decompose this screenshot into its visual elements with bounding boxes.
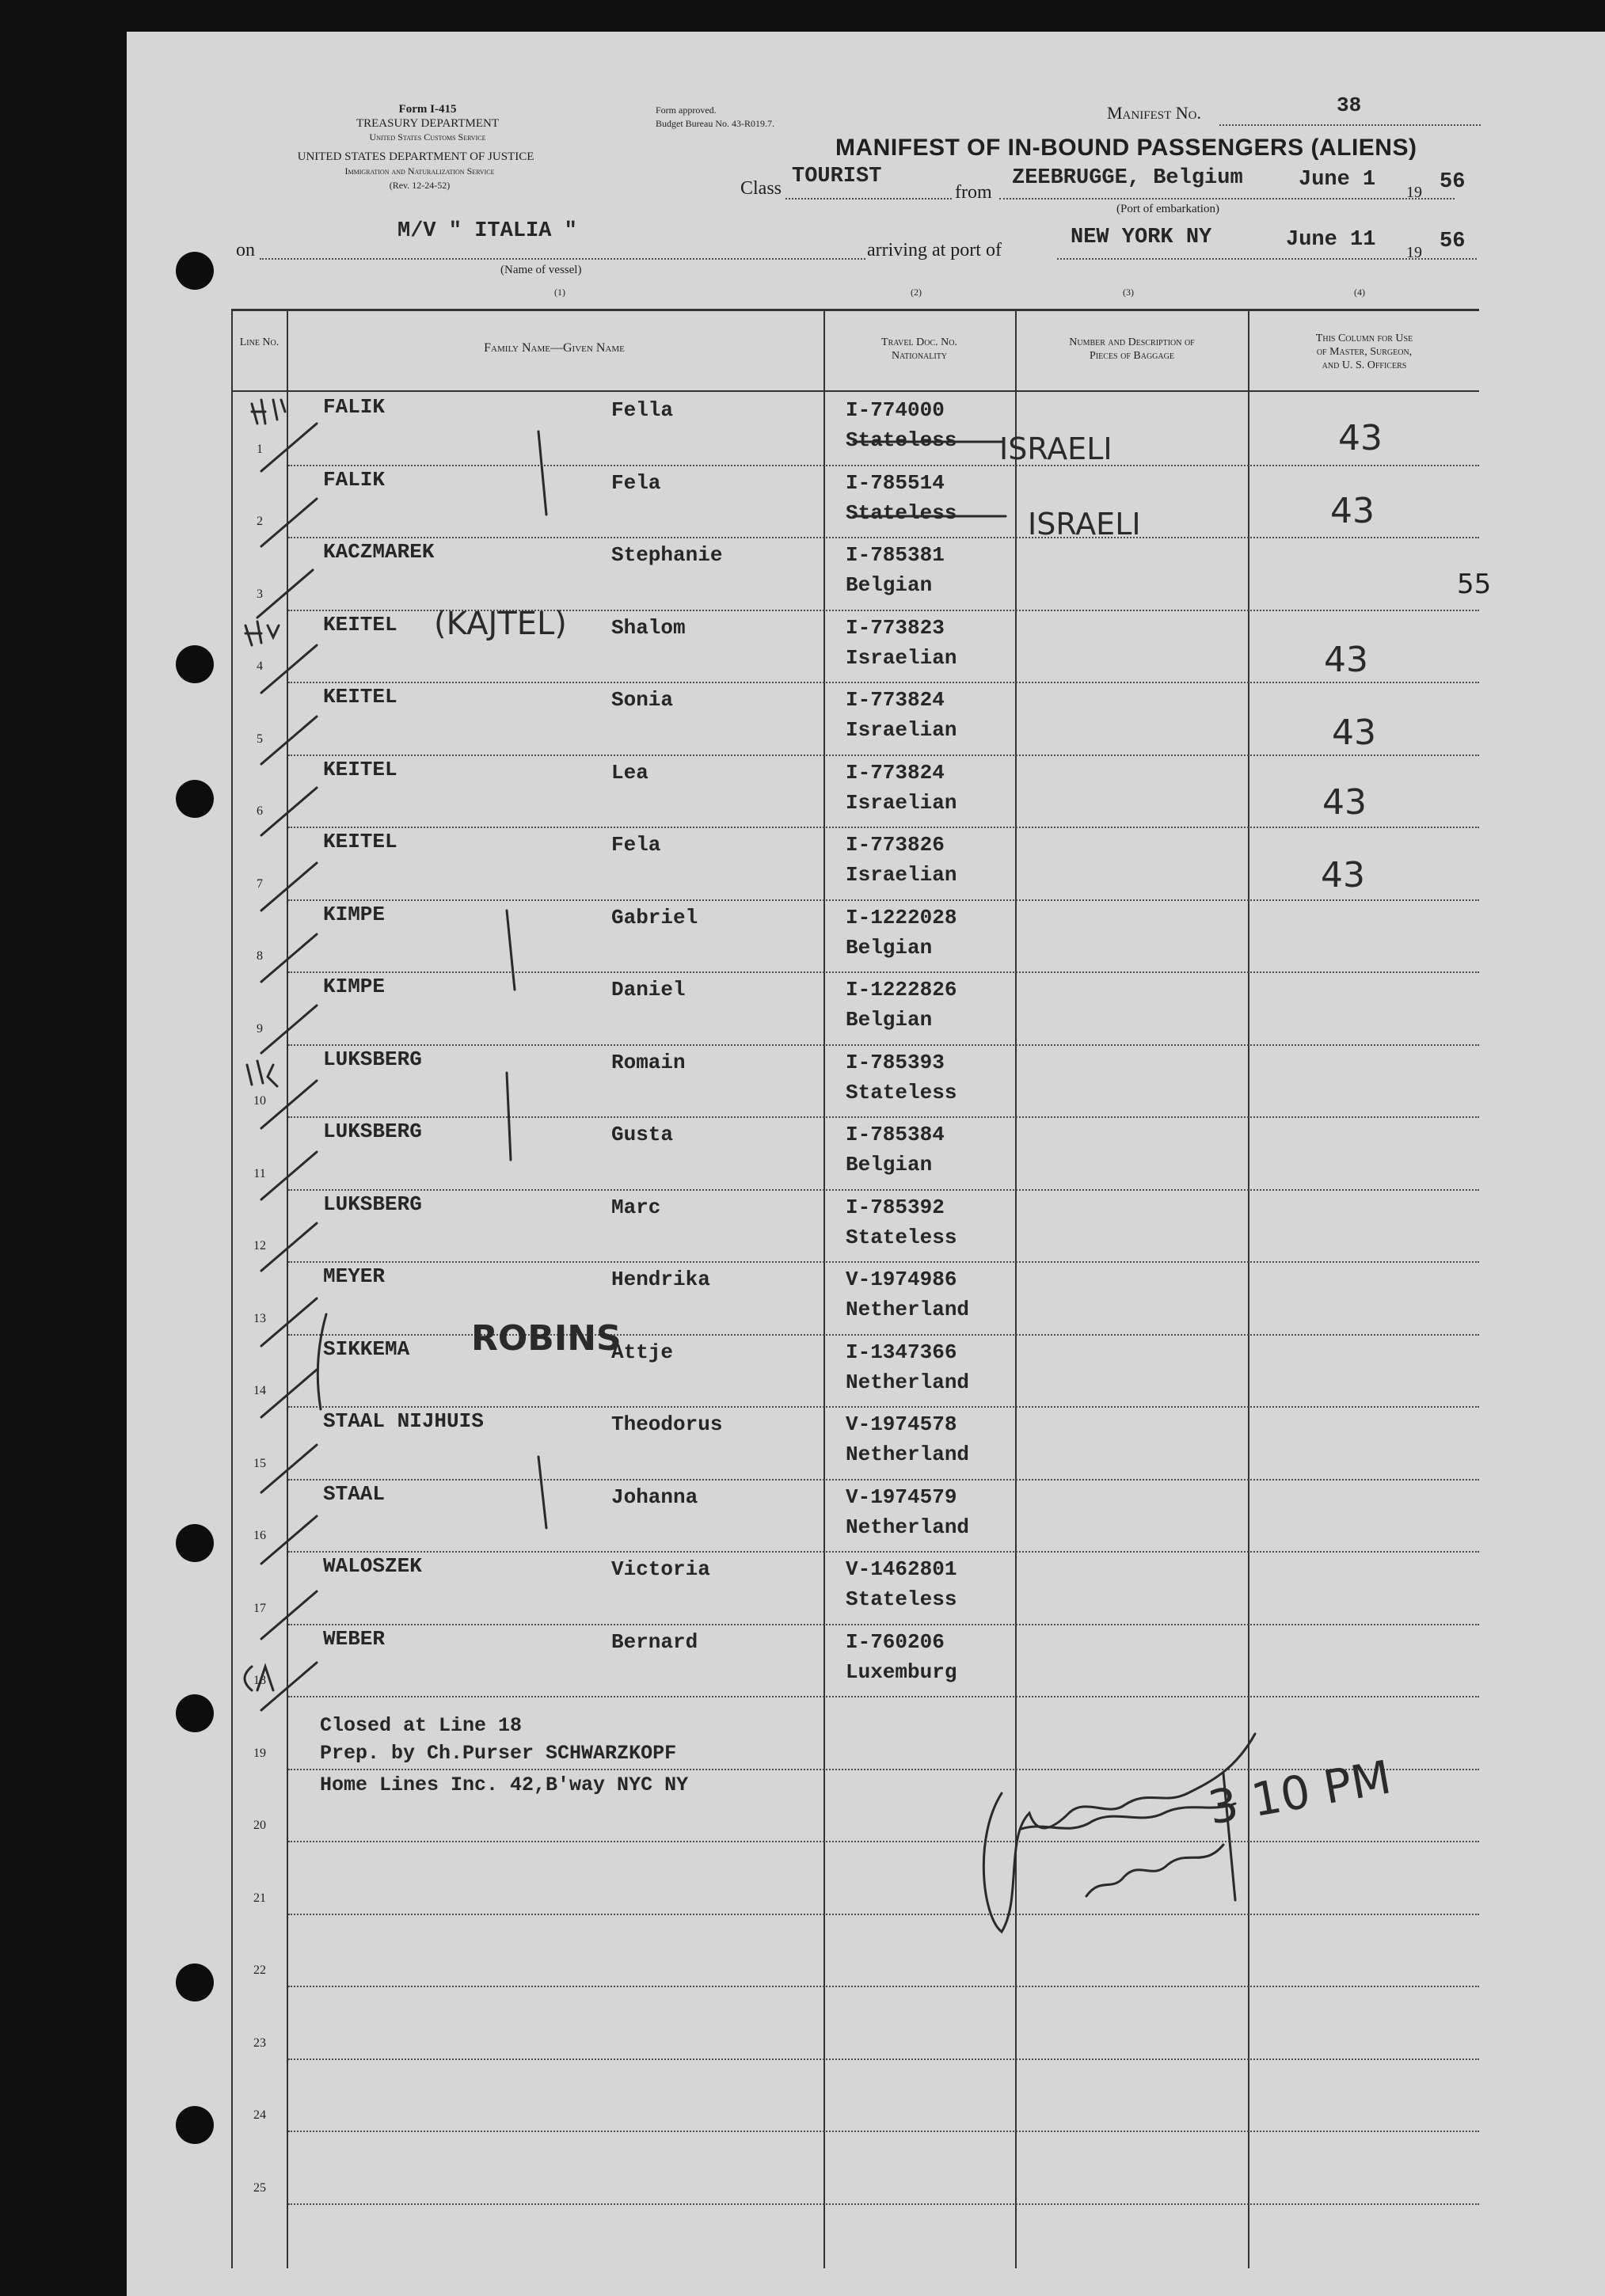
- given-name: Gusta: [611, 1123, 674, 1146]
- from-date: June 1: [1299, 168, 1376, 192]
- col-header-baggage-2: Pieces of Baggage: [1090, 349, 1174, 362]
- nationality: Stateless: [846, 500, 957, 525]
- travel-doc-number: I-1347366: [846, 1340, 957, 1364]
- inspector-signature: [1223, 1773, 1235, 1900]
- travel-doc-number: I-773824: [846, 760, 945, 785]
- travel-doc-number: I-773823: [846, 615, 945, 640]
- travel-doc-number: I-785381: [846, 543, 945, 567]
- given-name: Gabriel: [611, 905, 698, 929]
- col-num-4: (4): [1354, 287, 1365, 298]
- given-name: Johanna: [611, 1484, 698, 1509]
- handwritten-robins: ROBINS: [471, 1318, 622, 1359]
- family-name: FALIK: [323, 395, 386, 419]
- check-mark: [261, 499, 317, 546]
- travel-doc-number: I-785514: [846, 470, 945, 495]
- line-number: 10: [253, 1094, 266, 1108]
- given-name: Hendrika: [611, 1268, 710, 1291]
- line-number: 2: [257, 515, 263, 528]
- closed-note: Closed at Line 18: [320, 1714, 523, 1737]
- family-name: KEITEL: [323, 612, 397, 637]
- bracket-stroke: [538, 1457, 546, 1528]
- family-name: KIMPE: [323, 975, 386, 998]
- travel-doc-number: I-785384: [846, 1123, 945, 1146]
- check-mark: [261, 1591, 317, 1639]
- family-name: KIMPE: [323, 902, 386, 926]
- check-mark: [261, 1370, 317, 1417]
- officer-mark-43: 43: [1330, 491, 1375, 531]
- port-embark-caption: (Port of embarkation): [1116, 203, 1219, 215]
- class-label: Class: [740, 178, 782, 199]
- given-name: Fela: [611, 470, 661, 495]
- manifest-number: 38: [1337, 93, 1362, 117]
- line-number: 8: [257, 949, 263, 963]
- check-mark: [261, 934, 317, 982]
- line-number: 16: [253, 1529, 266, 1542]
- line-number: 5: [257, 732, 263, 746]
- line-number: 4: [257, 660, 263, 673]
- year-prefix: 19: [1406, 244, 1422, 261]
- arrival-port: NEW YORK NY: [1071, 226, 1212, 249]
- line-number: 24: [253, 2108, 266, 2122]
- margin-initials: [247, 1061, 277, 1086]
- vessel-caption: (Name of vessel): [500, 264, 582, 276]
- travel-doc-number: V-1974986: [846, 1268, 957, 1291]
- family-name: KEITEL: [323, 830, 397, 853]
- revision-label: (Rev. 12-24-52): [389, 180, 451, 191]
- margin-initials: [245, 622, 279, 645]
- line-number: 23: [253, 2036, 266, 2050]
- check-mark: [261, 1005, 317, 1053]
- travel-doc-number: I-1222028: [846, 905, 957, 929]
- family-name: KEITEL: [323, 757, 397, 781]
- family-name: MEYER: [323, 1264, 386, 1288]
- line-number: 14: [253, 1384, 266, 1397]
- doj-label: UNITED STATES DEPARTMENT OF JUSTICE: [297, 150, 534, 163]
- travel-doc-number: V-1462801: [846, 1557, 957, 1581]
- officer-mark-43: 43: [1324, 640, 1368, 680]
- check-mark: [261, 1298, 317, 1346]
- line-number: 13: [253, 1311, 266, 1325]
- line-number: 12: [253, 1239, 266, 1253]
- nationality: Belgian: [846, 1008, 933, 1032]
- travel-doc-number: I-773824: [846, 688, 945, 712]
- family-name: LUKSBERG: [323, 1047, 422, 1071]
- from-port: ZEEBRUGGE, Belgium: [1012, 166, 1243, 190]
- nationality: Belgian: [846, 935, 933, 960]
- line-number: 18: [253, 1674, 266, 1687]
- col-header-baggage-1: Number and Description of: [1069, 336, 1195, 348]
- travel-doc-number: I-773826: [846, 833, 945, 857]
- from-year: 56: [1440, 170, 1466, 194]
- manifest-label: Manifest No.: [1107, 103, 1201, 123]
- ins-label: Immigration and Naturalization Service: [344, 165, 495, 177]
- family-name: KACZMAREK: [323, 540, 435, 564]
- family-name: KEITEL: [323, 685, 397, 709]
- handwritten-kajtel: (KAJTEL): [434, 606, 567, 642]
- col-num-3: (3): [1123, 287, 1134, 298]
- margin-initials: [252, 400, 285, 424]
- page-title: MANIFEST OF IN-BOUND PASSENGERS (ALIENS): [835, 135, 1417, 161]
- given-name: Stephanie: [611, 543, 723, 567]
- family-name: WALOSZEK: [323, 1554, 422, 1578]
- travel-doc-number: I-785392: [846, 1195, 945, 1219]
- budget-bureau: Budget Bureau No. 43-R019.7.: [656, 118, 774, 129]
- given-name: Attje: [611, 1340, 674, 1364]
- check-mark: [257, 570, 313, 618]
- family-name: WEBER: [323, 1626, 386, 1651]
- nationality: Israelian: [846, 718, 957, 742]
- line-number: 21: [253, 1891, 266, 1905]
- family-name: SIKKEMA: [323, 1336, 410, 1361]
- arrival-year: 56: [1440, 230, 1466, 253]
- col-header-line-no: Line No.: [239, 336, 280, 348]
- check-mark: [261, 1152, 317, 1199]
- given-name: Sonia: [611, 688, 674, 712]
- margin-page-number: 55: [1457, 568, 1492, 600]
- line-number: 7: [257, 876, 263, 891]
- line-number: 19: [253, 1746, 266, 1760]
- check-mark: [261, 424, 317, 471]
- col-header-travel-doc-1: Travel Doc. No.: [881, 336, 957, 348]
- officer-mark-43: 43: [1338, 418, 1383, 458]
- nationality: Netherland: [846, 1443, 970, 1466]
- travel-doc-number: I-1222826: [846, 978, 957, 1002]
- given-name: Fela: [611, 833, 661, 857]
- line-number: 25: [253, 2180, 266, 2195]
- col-num-1: (1): [554, 287, 565, 298]
- officer-mark-43: 43: [1322, 782, 1367, 823]
- margin-initials: [245, 1667, 273, 1690]
- form-number: Form I-415: [398, 103, 457, 116]
- family-name: LUKSBERG: [323, 1119, 422, 1143]
- given-name: Theodorus: [611, 1412, 723, 1436]
- line-number: 6: [257, 804, 263, 818]
- handwritten-israeli-1: ISRAELI: [999, 431, 1112, 466]
- travel-doc-number: I-774000: [846, 398, 945, 422]
- nationality: Belgian: [846, 1153, 933, 1177]
- family-name: FALIK: [323, 467, 386, 492]
- line-number: 22: [253, 1963, 266, 1977]
- line-number: 15: [253, 1456, 266, 1470]
- col-header-officers-2: of Master, Surgeon,: [1316, 345, 1413, 358]
- nationality: Israelian: [846, 863, 957, 887]
- given-name: Victoria: [611, 1557, 710, 1581]
- line-number: 1: [257, 442, 263, 456]
- check-mark: [261, 863, 317, 910]
- handwritten-israeli-2: ISRAELI: [1028, 507, 1141, 542]
- inspector-time-note: 3 10 PM: [1204, 1750, 1395, 1835]
- inspector-signature: [983, 1734, 1255, 1932]
- nationality: Israelian: [846, 790, 957, 815]
- check-mark: [261, 788, 317, 835]
- family-name: STAAL NIJHUIS: [323, 1409, 484, 1433]
- arrival-date: June 11: [1286, 228, 1376, 252]
- nationality: Netherland: [846, 1298, 970, 1321]
- travel-doc-number: I-785393: [846, 1050, 945, 1074]
- given-name: Lea: [611, 760, 648, 785]
- bracket-stroke: [538, 431, 546, 515]
- travel-doc-number: I-760206: [846, 1629, 945, 1654]
- given-name: Daniel: [611, 978, 686, 1002]
- family-name: LUKSBERG: [323, 1192, 422, 1216]
- paren-stroke: [318, 1314, 326, 1409]
- check-mark: [261, 645, 317, 693]
- year-prefix: 19: [1406, 184, 1422, 201]
- nationality: Stateless: [846, 1587, 957, 1611]
- line-number: 17: [253, 1601, 266, 1615]
- travel-doc-number: V-1974578: [846, 1412, 957, 1436]
- check-mark: [261, 1223, 317, 1271]
- class-value: TOURIST: [792, 165, 882, 188]
- family-name: STAAL: [323, 1481, 386, 1506]
- company-note: Home Lines Inc. 42,B'way NYC NY: [320, 1773, 689, 1796]
- nationality: Netherland: [846, 1515, 970, 1539]
- check-mark: [261, 1516, 317, 1564]
- line-number: 9: [257, 1021, 263, 1036]
- given-name: Shalom: [611, 615, 686, 640]
- col-header-name: Family Name—Given Name: [484, 341, 625, 355]
- arriving-label: arriving at port of: [867, 240, 1002, 260]
- check-mark: [261, 717, 317, 764]
- given-name: Romain: [611, 1050, 686, 1074]
- nationality: Netherland: [846, 1370, 970, 1394]
- line-number: 20: [253, 1819, 266, 1832]
- check-mark: [261, 1663, 317, 1710]
- bracket-stroke: [507, 1073, 511, 1160]
- travel-doc-number: V-1974579: [846, 1484, 957, 1509]
- col-num-2: (2): [911, 287, 922, 298]
- officer-mark-43: 43: [1332, 713, 1376, 753]
- check-mark: [261, 1081, 317, 1128]
- nationality: Stateless: [846, 428, 957, 452]
- check-mark: [261, 1445, 317, 1492]
- line-number: 3: [257, 587, 263, 601]
- form-approved: Form approved.: [656, 105, 717, 116]
- vessel-name: M/V " ITALIA ": [397, 219, 577, 243]
- inspector-signature: [1086, 1845, 1223, 1896]
- nationality: Stateless: [846, 1080, 957, 1104]
- customs-service: United States Customs Service: [369, 131, 486, 143]
- on-label: on: [236, 240, 255, 260]
- given-name: Bernard: [611, 1629, 698, 1654]
- nationality: Belgian: [846, 573, 933, 597]
- col-header-officers-1: This Column for Use: [1315, 333, 1413, 344]
- col-header-travel-doc-2: Nationality: [891, 349, 948, 362]
- col-header-officers-3: and U. S. Officers: [1322, 359, 1407, 371]
- nationality: Israelian: [846, 645, 957, 670]
- officer-mark-43: 43: [1321, 855, 1365, 895]
- given-name: Marc: [611, 1195, 661, 1219]
- bracket-stroke: [507, 910, 515, 990]
- from-label: from: [955, 182, 992, 203]
- given-name: Fella: [611, 398, 674, 422]
- treasury-dept: TREASURY DEPARTMENT: [356, 117, 500, 130]
- nationality: Stateless: [846, 1225, 957, 1249]
- prepared-note: Prep. by Ch.Purser SCHWARZKOPF: [320, 1742, 677, 1765]
- nationality: Luxemburg: [846, 1659, 957, 1684]
- line-number: 11: [253, 1166, 266, 1180]
